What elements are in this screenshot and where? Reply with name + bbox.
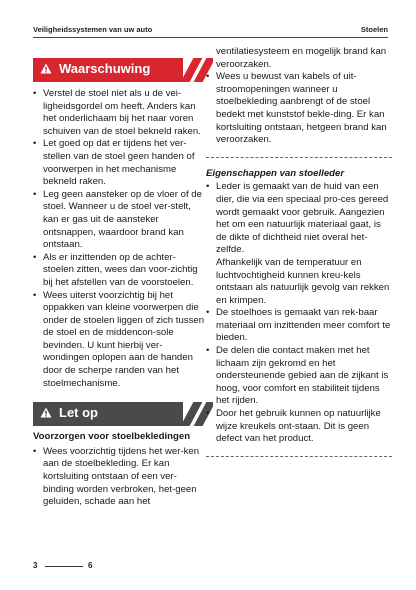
list-item-text: Leder is gemaakt van de huid van een dier, die via een speciaal pro-ces gereed wordt gemaakt voor gebruik. Aangezien het om een natuurlijk materiaal gaat, is de dikte of dichtheid niet overal het-zelfde. <box>216 181 389 256</box>
list-item: • Door het gebruik kunnen op natuurlijke wijze kreukels ont-staan. Dit is geen defect van het product. <box>206 408 392 446</box>
left-column <box>33 58 205 509</box>
note-list <box>33 446 205 509</box>
header-rule <box>33 37 388 38</box>
leather-list <box>206 181 392 445</box>
note-banner <box>33 402 213 426</box>
header-chapter-title: Stoelen <box>360 25 388 34</box>
list-item: • Als er inzittenden op de achter-stoelen zitten, wees dan voor-zichtig bij het afstellen van de voorstoelen. <box>33 252 205 290</box>
list-item: • Wees uiterst voorzichtig bij het oppakken van kleine voorwerpen die onder de stoelen liggen of zich tussen de stoel en de middencon-sole bevinden. U kunt hierbij ver-wondingen oplopen aan de handen door de scherpe randen van het stoelmechanisme. <box>33 290 205 391</box>
list-item: • Leg geen aansteker op de vloer of de stoel. Wanneer u de stoel ver-stelt, kan er gas uit de aansteker ontsnappen, waardoor brand kan ontstaan. <box>33 189 205 252</box>
page-footer <box>33 561 153 575</box>
warning-triangle-icon <box>40 63 52 74</box>
warning-banner <box>33 58 213 82</box>
section-divider <box>206 157 392 158</box>
note-subheading: Voorzorgen voor stoelbekledingen <box>33 431 191 443</box>
warning-triangle-icon <box>40 407 52 418</box>
page-number: 6 <box>88 561 93 570</box>
right-list <box>206 71 392 147</box>
note-title: Let op <box>59 405 98 421</box>
leather-heading: Eigenschappen van stoelleder <box>206 167 345 179</box>
list-item: • Wees voorzichtig tijdens het wer-ken aan de stoelbekleding. Er kan kortsluiting ontstaan of een ver-binding worden verbroken, het-geen geluiden, schade aan het <box>33 446 205 509</box>
page-header <box>33 25 388 39</box>
section-divider <box>206 456 392 457</box>
list-item-subtext: Afhankelijk van de temperatuur en luchtvochtigheid kunnen kreu-kels ontstaan als natuurlijk gevolg van rekken en krimpen. <box>216 256 390 306</box>
continued-text: ventilatiesysteem en mogelijk brand kan veroorzaken. <box>216 46 387 70</box>
list-item: • Wees u bewust van kabels of uit-stroomopeningen wanneer u stoelbekleding aanbrengt of de stoel bedekt met kunststof bekle-ding. Er kan kortsluiting ontstaan, hetgeen brand kan veroorzaken. <box>206 71 392 147</box>
header-section-title: Veiligheidssystemen van uw auto <box>33 25 153 34</box>
list-item: • De stoelhoes is gemaakt van rek-baar materiaal om inzittenden meer comfort te bieden. <box>206 307 392 345</box>
warning-list <box>33 88 205 390</box>
chapter-number: 3 <box>33 561 38 570</box>
footer-rule <box>45 566 83 567</box>
list-item: • De delen die contact maken met het lichaam zijn gekromd en het ondersteunende gebied aan de zijkant is hoog, voor comfort en stabiliteit tijdens het rijden. <box>206 345 392 408</box>
warning-title: Waarschuwing <box>59 61 151 76</box>
list-item: • Let goed op dat er tijdens het ver-stellen van de stoel geen handen of voorwerpen in het mechanisme bekneld raken. <box>33 138 205 188</box>
list-item <box>206 181 392 307</box>
list-item: • Verstel de stoel niet als u de vei-ligheidsgordel om heeft. Anders kan het onderlichaam bij het naar voren schuiven van de stoel bekneld raken. <box>33 88 205 138</box>
right-column <box>206 46 392 467</box>
